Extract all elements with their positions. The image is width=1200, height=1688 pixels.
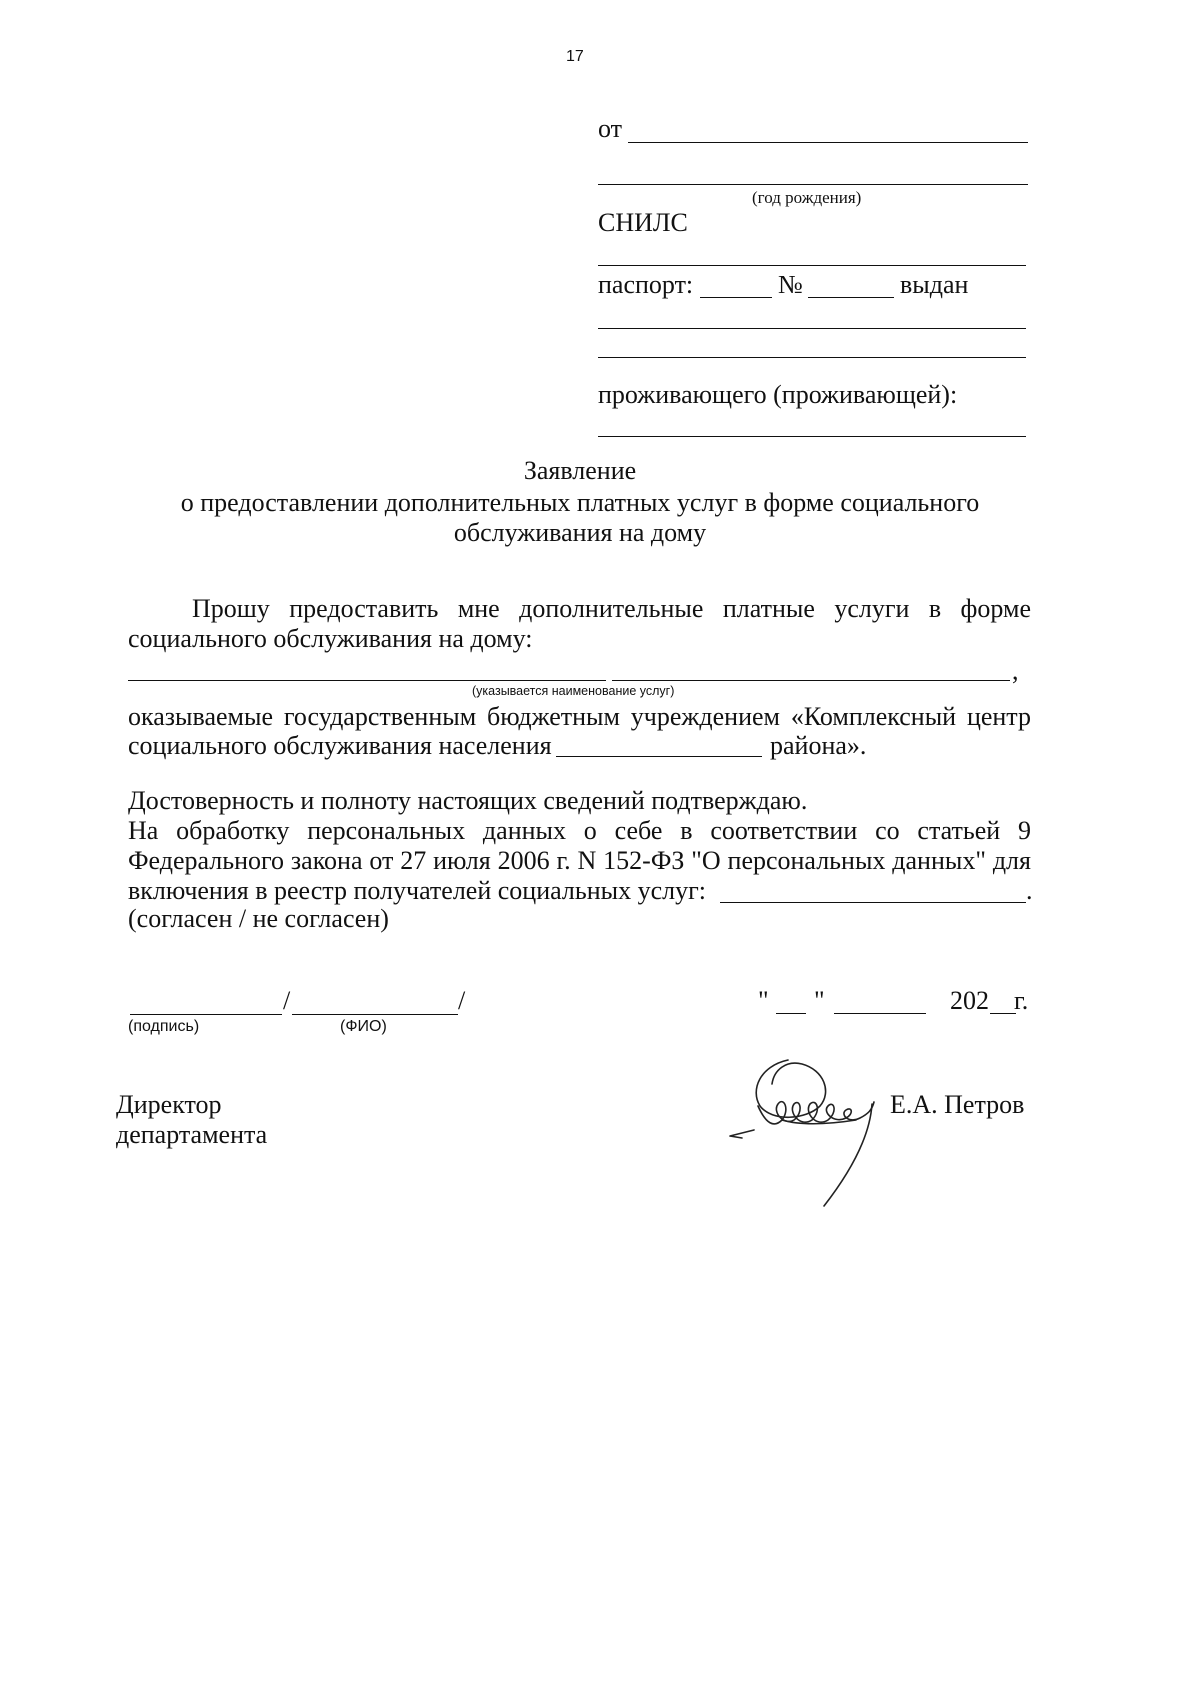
passport-number-line — [808, 297, 894, 298]
from-line — [628, 142, 1028, 143]
passport-series-line — [700, 297, 772, 298]
date-day-line — [776, 1013, 806, 1014]
residing-label: проживающего (проживающей): — [598, 380, 958, 409]
issued-by-line-1 — [598, 328, 1026, 329]
consent-line-1: На обработку персональных данных о себе в соответствии со статьей 9 — [128, 816, 1031, 845]
fio-caption: (ФИО) — [340, 1018, 387, 1035]
consent-line-2: Федерального закона от 27 июля 2006 г. N 152-ФЗ "О персональных данных" для — [128, 846, 1031, 875]
request-line-2: социального обслуживания на дому: — [128, 624, 533, 653]
snils-label: СНИЛС — [598, 208, 688, 237]
date-quote-open: " — [758, 986, 769, 1015]
document-subtitle-line-2: обслуживания на дому — [453, 518, 707, 547]
consent-answer-line — [720, 902, 1026, 903]
request-line-1: Прошу предоставить мне дополнительные платные услуги в форме — [192, 594, 1031, 623]
provider-line-2-end: района». — [770, 731, 867, 760]
consent-line-3: включения в реестр получателей социальных услуг: — [128, 876, 707, 905]
address-line — [598, 436, 1026, 437]
consent-period: . — [1026, 876, 1033, 905]
page-number: 17 — [566, 48, 584, 65]
director-position-line-1: Директор — [116, 1090, 222, 1119]
passport-number-sign: № — [778, 270, 803, 299]
director-position-line-2: департамента — [116, 1120, 268, 1149]
date-month-line — [834, 1013, 926, 1014]
applicant-fio-line — [292, 1014, 458, 1015]
from-label: от — [598, 114, 623, 143]
birth-year-caption: (год рождения) — [752, 188, 862, 207]
date-quote-close: " — [814, 986, 825, 1015]
date-year-suffix: г. — [1014, 986, 1029, 1015]
passport-issued-label: выдан — [900, 270, 969, 299]
applicant-signature-line — [130, 1014, 282, 1015]
document-title: Заявление — [523, 456, 637, 485]
services-caption: (указывается наименование услуг) — [472, 684, 675, 698]
signature-slash-1: / — [283, 986, 291, 1015]
services-comma: , — [1012, 656, 1019, 685]
issued-by-line-2 — [598, 357, 1026, 358]
district-line — [556, 756, 762, 757]
consent-options: (согласен / не согласен) — [128, 904, 389, 933]
signature-slash-2: / — [458, 986, 466, 1015]
services-line-right — [612, 680, 1010, 681]
signature-caption: (подпись) — [128, 1018, 200, 1035]
name-second-line — [598, 184, 1028, 185]
date-year-prefix: 202 — [950, 986, 989, 1015]
date-year-line — [990, 1013, 1016, 1014]
passport-label: паспорт: — [598, 270, 694, 299]
director-handwritten-signature — [720, 1040, 900, 1220]
confirmation-statement: Достоверность и полноту настоящих сведений подтверждаю. — [128, 786, 808, 815]
snils-line — [598, 265, 1026, 266]
provider-line-1: оказываемые государственным бюджетным учреждением «Комплексный центр — [128, 702, 1031, 731]
services-line-left — [128, 680, 606, 681]
document-subtitle-line-1: о предоставлении дополнительных платных услуг в форме социального — [180, 488, 980, 517]
provider-line-2-start: социального обслуживания населения — [128, 731, 552, 760]
director-name: Е.А. Петров — [890, 1090, 1025, 1119]
